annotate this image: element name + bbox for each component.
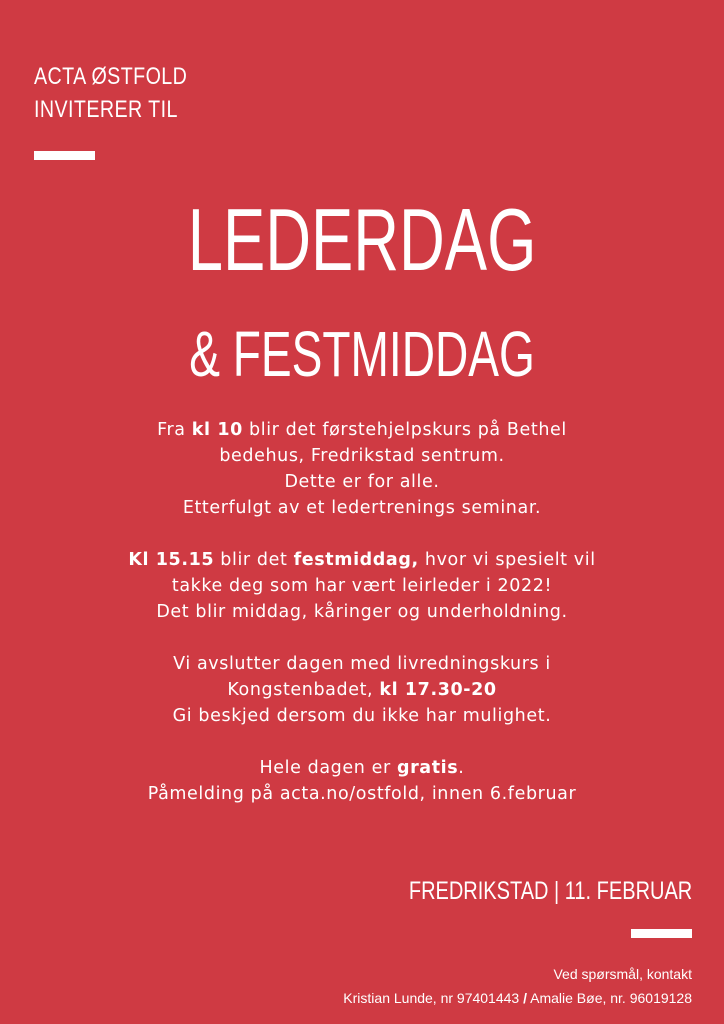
bottom-divider — [631, 929, 692, 938]
contact-separator: / — [523, 990, 527, 1006]
contact-line1: Ved spørsmål, kontakt — [553, 966, 692, 982]
top-divider — [34, 151, 95, 160]
festmiddag-highlight: festmiddag, — [293, 550, 419, 570]
p4-line1: Hele dagen er gratis. — [259, 758, 465, 778]
time-1730: kl 17.30-20 — [379, 680, 497, 700]
p3-line3: Gi beskjed dersom du ikke har mulighet. — [172, 706, 552, 726]
contact-line2: Kristian Lunde, nr 97401443 / Amalie Bøe, nr. 96019128 — [343, 990, 692, 1006]
p2-line2: takke deg som har vært leirleder i 2022! — [171, 576, 553, 596]
event-subtitle — [0, 314, 724, 394]
p4-line2: Påmelding på acta.no/ostfold, innen 6.februar — [147, 784, 577, 804]
event-title-line2: & FESTMIDDAG — [189, 318, 535, 390]
p3-line2: Kongstenbadet, kl 17.30-20 — [227, 680, 497, 700]
p1-line3: Dette er for alle. — [284, 472, 440, 492]
p1-line1: Fra kl 10 blir det førstehjelpskurs på Bethel — [157, 420, 567, 440]
time-1515: Kl 15.15 — [128, 550, 215, 570]
organizer-name: ACTA ØSTFOLD — [34, 63, 188, 90]
p2-line1: Kl 15.15 blir det festmiddag, hvor vi spesielt vil — [128, 550, 596, 570]
event-title — [0, 190, 724, 290]
place-and-date: FREDRIKSTAD | 11. FEBRUAR — [408, 877, 692, 905]
free-highlight: gratis — [396, 758, 459, 778]
event-description — [40, 417, 684, 807]
p1-line4: Etterfulgt av et ledertrenings seminar. — [182, 498, 542, 518]
contact-info — [343, 962, 692, 1010]
organizer-header — [34, 60, 187, 126]
event-title-line1: LEDERDAG — [187, 190, 537, 289]
invite-line: INVITERER TIL — [34, 96, 178, 123]
p1-line2: bedehus, Fredrikstad sentrum. — [219, 446, 505, 466]
p2-line3: Det blir middag, kåringer og underholdning. — [156, 602, 568, 622]
time-10: kl 10 — [191, 420, 243, 440]
p3-line1: Vi avslutter dagen med livredningskurs i — [173, 654, 551, 674]
